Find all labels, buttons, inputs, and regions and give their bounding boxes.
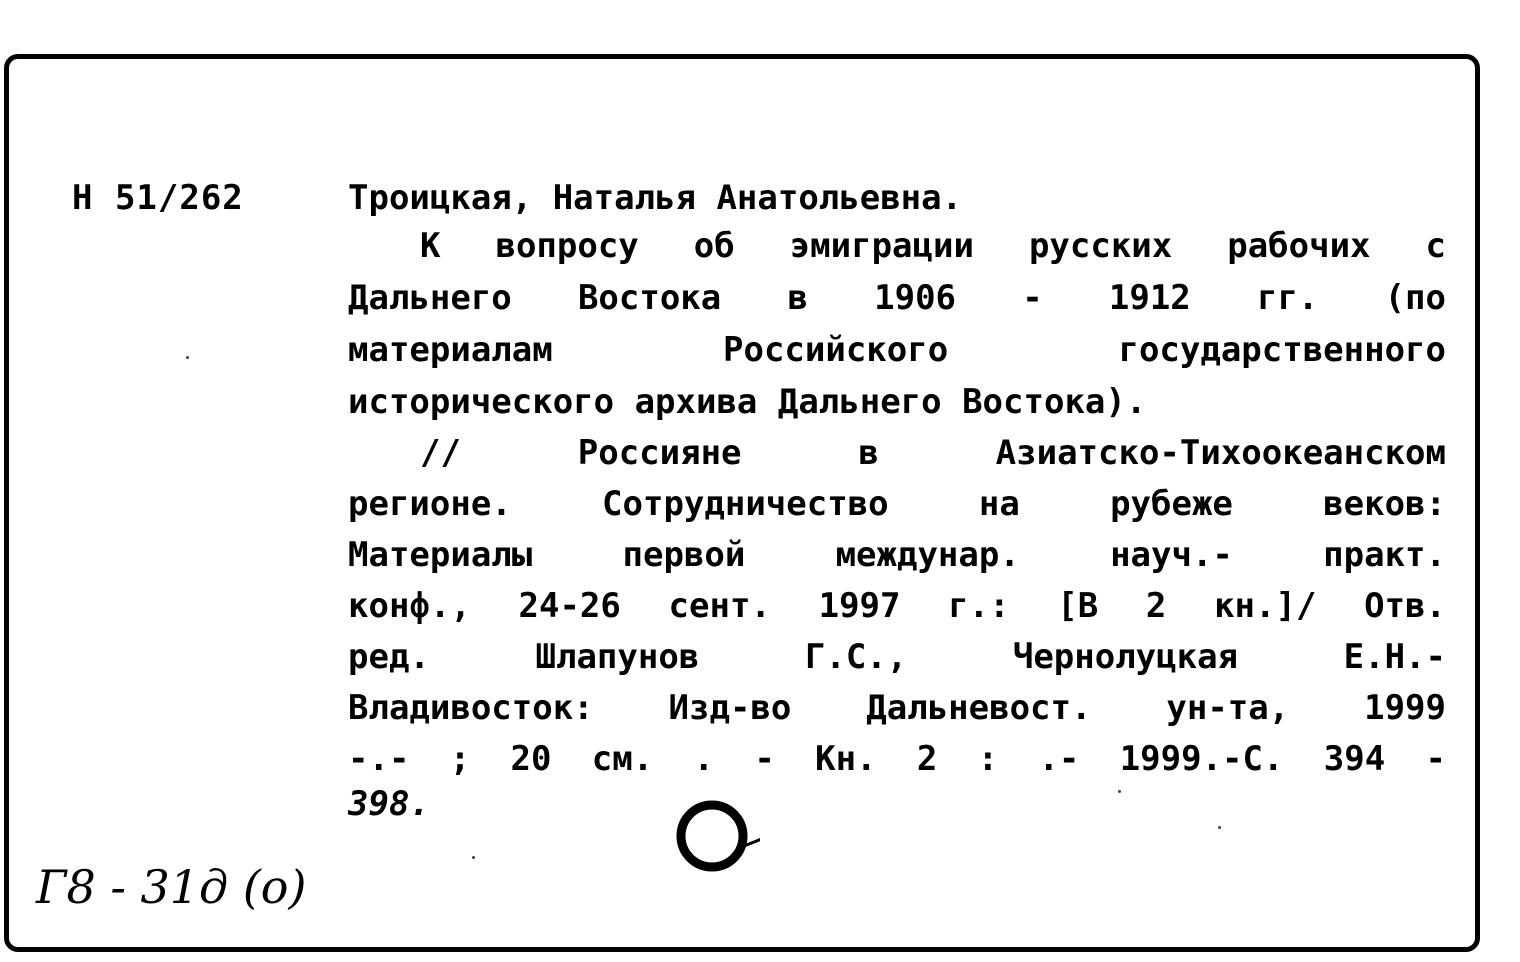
body-line: исторического архива Дальнего Востока). <box>348 382 1147 422</box>
author-heading: Троицкая, Наталья Анатольевна. <box>348 178 963 218</box>
body-line: // Россияне в Азиатско-Тихоокеанском <box>420 433 1446 473</box>
body-line: ред. Шлапунов Г.С., Чернолуцкая Е.Н.- <box>348 637 1446 677</box>
body-line: Дальнего Востока в 1906 - 1912 гг. (по <box>348 278 1446 318</box>
shelfmark: Н 51/262 <box>72 178 244 218</box>
body-line: К вопросу об эмиграции русских рабочих с <box>420 226 1446 266</box>
body-line: -.- ; 20 см. . - Кн. 2 : .- 1999.-С. 394 - <box>348 739 1446 779</box>
speck-mark <box>186 356 189 359</box>
speck-mark <box>1118 790 1121 793</box>
handwritten-note: Г8 - 31д (о) <box>36 860 307 914</box>
hole-punch-circle <box>672 792 760 880</box>
speck-mark <box>1218 826 1221 829</box>
body-line: конф., 24-26 сент. 1997 г.: [В 2 кн.]/ Отв. <box>348 586 1446 626</box>
body-line: 398. <box>348 784 430 824</box>
speck-mark <box>472 856 475 859</box>
body-line: материалам Российского государственного <box>348 330 1446 370</box>
body-line: регионе. Сотрудничество на рубеже веков: <box>348 484 1446 524</box>
body-line: Владивосток: Изд-во Дальневост. ун-та, 1999 <box>348 688 1446 728</box>
body-line: Материалы первой междунар. науч.- практ. <box>348 535 1446 575</box>
